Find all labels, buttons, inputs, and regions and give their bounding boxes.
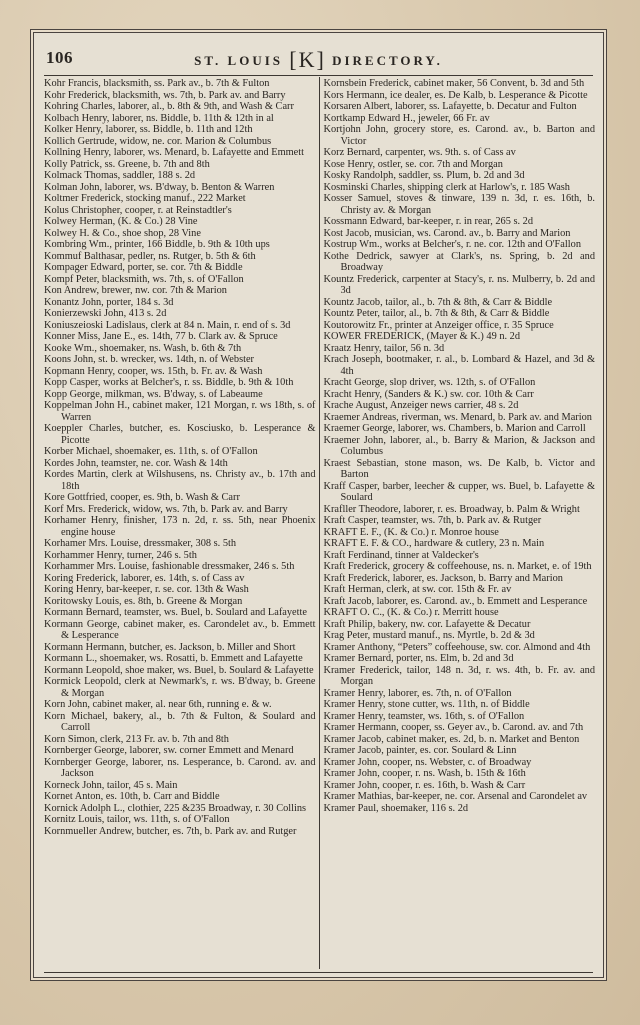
directory-entry: Krag Peter, mustard manuf., ns. Myrtle, b. 2d & 3d xyxy=(323,630,535,641)
directory-entry: Kornsbein Frederick, cabinet maker, 56 Convent, b. 3d and 5th xyxy=(323,78,585,89)
directory-entry: Kramer Paul, shoemaker, 116 s. 2d xyxy=(323,802,469,814)
directory-entry: Kortjohn John, grocery store, es. Carond. av., b. Barton and Victor xyxy=(323,124,595,147)
running-head-directory: DIRECTORY. xyxy=(332,53,443,68)
directory-entry: Kolwey H. & Co., shoe shop, 28 Vine xyxy=(44,227,201,239)
directory-entry: Koritowsky Louis, es. 8th, b. Greene & Morgan xyxy=(44,595,243,607)
directory-entry: Kommuf Balthasar, pedler, ns. Rutger, b. 5th & 6th xyxy=(44,250,256,262)
directory-entry: KRAFT E. F. & CO., hardware & cutlery, 23 n. Main xyxy=(323,538,545,549)
left-column xyxy=(44,77,320,969)
directory-entry: Koons John, st. b. wrecker, ws. 14th, n. of Webster xyxy=(44,354,255,365)
directory-entry: Kopp Casper, works at Belcher's, r. ss. Biddle, b. 9th & 10th xyxy=(44,377,294,388)
directory-entry: Kostrup Wm., works at Belcher's, r. ne. cor. 12th and O'Fallon xyxy=(323,239,581,250)
directory-entry: Kramer Mathias, bar-keeper, ne. cor. Arsenal and Carondelet av xyxy=(323,791,588,802)
directory-entry: Kountz Jacob, tailor, al., b. 7th & 8th, & Carr & Biddle xyxy=(323,296,553,308)
directory-entry: Kracht George, slop driver, ws. 12th, s. of O'Fallon xyxy=(323,377,536,388)
directory-entry: Kraff Casper, barber, leecher & cupper, ws. Buel, b. Lafayette & Soulard xyxy=(323,480,595,503)
directory-entry: Konantz John, porter, 184 s. 3d xyxy=(44,296,174,308)
directory-entry: Kramer Henry, stone cutter, ws. 11th, n. of Biddle xyxy=(323,699,530,710)
directory-entry: Kramer John, cooper, r. ns. Wash, b. 15th & 16th xyxy=(323,768,526,779)
directory-entry: Kormann Bernard, teamster, ws. Buel, b. Soulard and Lafayette xyxy=(44,607,307,618)
directory-entry: Korf Mrs. Frederick, widow, ws. 7th, b. Park av. and Barry xyxy=(44,503,288,515)
directory-entry: Kopp George, milkman, ws. B'dway, s. of Labeaume xyxy=(44,388,263,400)
directory-entry: Kohring Charles, laborer, al., b. 8th & 9th, and Wash & Carr xyxy=(44,101,294,112)
directory-entry: Kraatz Henry, tailor, 56 n. 3d xyxy=(323,342,445,354)
directory-entry: Kompager Edward, porter, se. cor. 7th & Biddle xyxy=(44,262,243,273)
directory-entry: Korn Simon, clerk, 213 Fr. av. b. 7th and 8th xyxy=(44,733,229,745)
directory-entry: Kombring Wm., printer, 166 Biddle, b. 9th & 10th ups xyxy=(44,239,270,250)
directory-entry: Kornet Anton, es. 10th, b. Carr and Biddle xyxy=(44,791,220,802)
directory-entry: Koring Henry, bar-keeper, r. se. cor. 13th & Wash xyxy=(44,584,249,595)
directory-entry: Kohr Frederick, blacksmith, ws. 7th, b. Park av. and Barry xyxy=(44,89,286,101)
directory-entry: Kolmack Thomas, saddler, 188 s. 2d xyxy=(44,170,196,181)
directory-entry: Kracht Henry, (Sanders & K.) sw. cor. 10th & Carr xyxy=(323,388,534,400)
directory-entry: Kore Gottfried, cooper, es. 9th, b. Wash & Carr xyxy=(44,492,240,503)
directory-entry: Kopmann Henry, cooper, ws. 15th, b. Fr. av. & Wash xyxy=(44,365,263,377)
directory-entry: Kors Hermann, ice dealer, es. De Kalb, b. Lesperance & Picotte xyxy=(323,89,588,101)
directory-entry: Kolwey Herman, (K. & Co.) 28 Vine xyxy=(44,216,198,227)
directory-entry: Kormick Leopold, clerk at Newmark's, r. ws. B'dway, b. Greene & Morgan xyxy=(44,676,316,699)
directory-entry: Korn John, cabinet maker, al. near 6th, running e. & w. xyxy=(44,699,272,710)
directory-entry: Konner Miss, Jane E., es. 14th, 77 b. Clark av. & Spruce xyxy=(44,331,278,342)
directory-entry: Kosser Samuel, stoves & tinware, 139 n. 3d, r. es. 16th, b. Christy av. & Morgan xyxy=(323,193,595,216)
directory-entry: Kormann L., shoemaker, ws. Rosatti, b. Emmett and Lafayette xyxy=(44,653,303,664)
directory-entry: Kraemer John, laborer, al., b. Barry & Marion, & Jackson and Columbus xyxy=(323,434,595,457)
directory-entry: Koring Frederick, laborer, es. 14th, s. of Cass av xyxy=(44,572,245,584)
directory-entry: Kolman John, laborer, ws. B'dway, b. Benton & Warren xyxy=(44,181,275,193)
directory-page xyxy=(33,32,604,978)
directory-entry: Kraft Herman, clerk, at sw. cor. 15th & Fr. av xyxy=(323,584,512,595)
directory-entry: Kraemer George, laborer, ws. Chambers, b. Marion and Carroll xyxy=(323,423,586,434)
right-column xyxy=(320,77,596,969)
directory-entry: Kramer Bernard, porter, ns. Elm, b. 2d and 3d xyxy=(323,653,514,664)
directory-entry: Korsaren Albert, laborer, ss. Lafayette, b. Decatur and Fulton xyxy=(323,101,577,112)
directory-entry: Kose Henry, ostler, se. cor. 7th and Morgan xyxy=(323,158,503,170)
directory-entry: Kraft Philip, bakery, nw. cor. Lafayette & Decatur xyxy=(323,618,531,630)
running-head xyxy=(44,45,593,71)
directory-entry: Korz Bernard, carpenter, ws. 9th. s. of Cass av xyxy=(323,147,516,158)
directory-entry: Kramer Hermann, cooper, ss. Geyer av., b. Carond. av. and 7th xyxy=(323,722,584,733)
page-header xyxy=(44,39,593,76)
directory-entry: Kraest Sebastian, stone mason, ws. De Kalb, b. Victor and Barton xyxy=(323,457,595,480)
directory-entry: Kolus Christopher, cooper, r. at Reinstadtler's xyxy=(44,204,232,216)
directory-entry: Kollich Gertrude, widow, ne. cor. Marion & Columbus xyxy=(44,135,272,147)
directory-entry: Kossmann Edward, bar-keeper, r. in rear, 265 s. 2d xyxy=(323,216,534,227)
bottom-rule xyxy=(44,972,593,973)
directory-entry: Kramer Henry, teamster, ws. 16th, s. of O'Fallon xyxy=(323,710,525,722)
directory-entry: Kornmueller Andrew, butcher, es. 7th, b. Park av. and Rutger xyxy=(44,825,297,837)
directory-entry: Kolly Patrick, ss. Greene, b. 7th and 8th xyxy=(44,158,210,170)
directory-entry: KRAFT E. F., (K. & Co.) r. Monroe house xyxy=(323,526,499,538)
directory-entry: Kornick Adolph L., clothier, 225 &235 Broadway, r. 30 Collins xyxy=(44,802,307,814)
directory-entry: Kramer Jacob, cabinet maker, es. 2d, b. n. Market and Benton xyxy=(323,733,580,745)
directory-entry: Kramer Anthony, “Peters” coffeehouse, sw. cor. Almond and 4th xyxy=(323,641,591,653)
directory-entry: Koeppler Charles, butcher, es. Kosciusko, b. Lesperance & Picotte xyxy=(44,423,316,446)
directory-entry: Korhammer Henry, turner, 246 s. 5th xyxy=(44,549,197,561)
entry-columns xyxy=(44,77,595,969)
directory-entry: Kollning Henry, laborer, ws. Menard, b. Lafayette and Emmett xyxy=(44,147,305,158)
page-number: 106 xyxy=(46,48,73,67)
directory-entry: Krach Joseph, bootmaker, r. al., b. Lombard & Hazel, and 3d & 4th xyxy=(323,354,595,377)
directory-entry: Kosky Randolph, saddler, ss. Plum, b. 2d and 3d xyxy=(323,170,525,181)
directory-entry: Kraft Frederick, laborer, es. Jackson, b. Barry and Marion xyxy=(323,572,563,584)
directory-entry: Kornberger George, laborer, ns. Lesperance, b. Carond. av. and Jackson xyxy=(44,756,316,779)
directory-entry: Kraft Frederick, grocery & coffeehouse, ns. n. Market, e. of 19th xyxy=(323,561,592,572)
directory-entry: Kooke Wm., shoemaker, ns. Wash, b. 6th & 7th xyxy=(44,342,242,354)
directory-entry: Kormann Hermann, butcher, es. Jackson, b. Miller and Short xyxy=(44,641,296,653)
directory-entry: Kolbach Henry, laborer, ns. Biddle, b. 11th & 12th in al xyxy=(44,112,274,124)
directory-entry: KOWER FREDERICK, (Mayer & K.) 49 n. 2d xyxy=(323,331,521,342)
directory-entry: Korber Michael, shoemaker, es. 11th, s. of O'Fallon xyxy=(44,446,258,457)
running-head-letter: [K] xyxy=(289,47,326,72)
directory-entry: Kortkamp Edward H., jeweler, 66 Fr. av xyxy=(323,112,490,124)
directory-entry: Kornitz Louis, tailor, ws. 11th, s. of O'Fallon xyxy=(44,814,230,825)
directory-entry: Konierzewski John, 413 s. 2d xyxy=(44,308,167,319)
directory-entry: Kordes John, teamster, ne. cor. Wash & 14th xyxy=(44,457,228,469)
directory-entry: Kordes Martin, clerk at Wilshusens, ns. Christy av., b. 17th and 18th xyxy=(44,469,316,492)
directory-entry: Kraft Jacob, laborer, es. Carond. av., b. Emmett and Lesperance xyxy=(323,595,588,607)
directory-entry: Korhammer Mrs. Louise, fashionable dressmaker, 246 s. 5th xyxy=(44,561,295,572)
directory-entry: Kost Jacob, musician, ws. Carond. av., b. Barry and Marion xyxy=(323,227,571,239)
directory-entry: Kramer Jacob, painter, es. cor. Soulard & Linn xyxy=(323,745,517,756)
directory-entry: Koutorowitz Fr., printer at Anzeiger office, r. 35 Spruce xyxy=(323,319,554,331)
directory-entry: Kramer John, cooper, r. es. 16th, b. Wash & Carr xyxy=(323,779,526,791)
directory-entry: Kountz Frederick, carpenter at Stacy's, r. ns. Mulberry, b. 2d and 3d xyxy=(323,273,595,296)
directory-entry: Korhamer Mrs. Louise, dressmaker, 308 s. 5th xyxy=(44,538,237,549)
directory-entry: Korhamer Henry, finisher, 173 n. 2d, r. ss. 5th, near Phoenix engine house xyxy=(44,515,316,538)
directory-entry: Koniuszeioski Ladislaus, clerk at 84 n. Main, r. end of s. 3d xyxy=(44,319,291,331)
directory-entry: Kraft Casper, teamster, ws. 7th, b. Park av. & Rutger xyxy=(323,515,542,526)
directory-entry: Kothe Dedrick, sawyer at Clark's, ns. Spring, b. 2d and Broadway xyxy=(323,250,595,273)
directory-entry: Kornberger George, laborer, sw. corner Emmett and Menard xyxy=(44,745,294,756)
directory-entry: Kolker Henry, laborer, ss. Biddle, b. 11th and 12th xyxy=(44,124,253,135)
directory-entry: Koppelman John H., cabinet maker, 121 Morgan, r. ws 18th, s. of Warren xyxy=(44,400,316,423)
directory-entry: Kramer John, cooper, ns. Webster, c. of Broadway xyxy=(323,756,532,768)
directory-entry: Krafller Theodore, laborer, r. es. Broadway, b. Palm & Wright xyxy=(323,503,580,515)
directory-entry: Kountz Peter, tailor, al., b. 7th & 8th, & Carr & Biddle xyxy=(323,308,550,319)
directory-entry: Kosminski Charles, shipping clerk at Harlow's, r. 185 Wash xyxy=(323,181,570,193)
directory-entry: KRAFT O. C., (K. & Co.) r. Merritt house xyxy=(323,607,499,618)
directory-entry: Kohr Francis, blacksmith, ss. Park av., b. 7th & Fulton xyxy=(44,78,270,89)
directory-entry: Korneck John, tailor, 45 s. Main xyxy=(44,779,178,791)
directory-entry: Kramer Henry, laborer, es. 7th, n. of O'Fallon xyxy=(323,687,512,699)
directory-entry: Kompf Peter, blacksmith, ws. 7th, s. of O'Fallon xyxy=(44,273,244,285)
running-head-city: ST. LOUIS xyxy=(194,53,284,68)
directory-entry: Kormann Leopold, shoe maker, ws. Buel, b. Soulard & Lafayette xyxy=(44,664,314,676)
directory-entry: Krache August, Anzeiger news carrier, 48 s. 2d xyxy=(323,400,519,411)
directory-entry: Kramer Frederick, tailor, 148 n. 3d, r. ws. 4th, b. Fr. av. and Morgan xyxy=(323,664,595,687)
directory-entry: Koltmer Frederick, stocking manuf., 222 Market xyxy=(44,193,246,204)
directory-entry: Kraemer Andreas, riverman, ws. Menard, b. Park av. and Marion xyxy=(323,411,592,423)
directory-entry: Kon Andrew, brewer, nw. cor. 7th & Marion xyxy=(44,285,227,296)
directory-entry: Kormann George, cabinet maker, es. Carondelet av., b. Emmett & Lesperance xyxy=(44,618,316,641)
directory-entry: Korn Michael, bakery, al., b. 7th & Fulton, & Soulard and Carroll xyxy=(44,710,316,733)
directory-entry: Kraft Ferdinand, tinner at Valdecker's xyxy=(323,549,479,561)
